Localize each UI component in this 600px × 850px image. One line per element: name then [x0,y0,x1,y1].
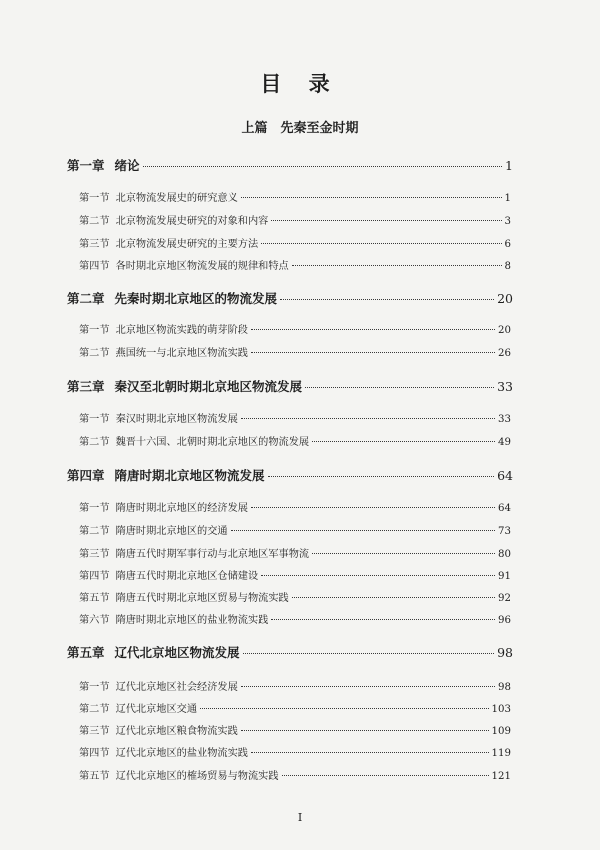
section-entry[interactable] [79,189,511,204]
page-number: 121 [491,771,511,782]
dot-leader [241,730,489,731]
page-number: 1 [505,158,513,173]
section-title: 隋唐时期北京地区的盐业物流实践 [115,615,269,626]
chapter-number: 第五章 [67,645,105,660]
dot-leader [268,476,495,477]
section-title: 隋唐五代时期军事行动与北京地区军事物流 [115,549,310,560]
dot-leader [243,653,495,654]
section-entry[interactable] [79,744,511,759]
dot-leader [231,530,495,531]
part-title: 上篇 先秦至金时期 [241,121,359,136]
page-number: 1 [504,193,511,204]
section-entry[interactable] [79,678,511,693]
chapter-entry[interactable] [67,643,513,661]
chapter-entry[interactable] [67,156,513,174]
section-number: 第三节 [79,549,110,560]
dot-leader [292,265,502,266]
section-entry[interactable] [79,589,511,604]
section-number: 第二节 [79,348,110,359]
page-number: 119 [491,748,511,759]
section-entry[interactable] [79,344,511,359]
section-title: 北京物流发展史的研究意义 [115,193,238,204]
dot-leader [251,752,489,753]
section-number: 第四节 [79,571,110,582]
section-entry[interactable] [79,611,511,626]
section-title: 隋唐时期北京地区的交通 [115,526,228,537]
section-entry[interactable] [79,767,511,782]
chapter-number: 第二章 [67,291,105,306]
page-number: 103 [491,704,511,715]
section-entry[interactable] [79,235,511,250]
dot-leader [271,220,501,221]
dot-leader [143,166,503,167]
page-number: 6 [504,239,511,250]
page-number: 3 [504,216,511,227]
section-title: 辽代北京地区社会经济发展 [115,682,238,693]
chapter-entry[interactable] [67,377,513,395]
dot-leader [271,619,495,620]
chapter-number: 第三章 [67,379,105,394]
page-number: 33 [497,379,513,394]
page-number: 98 [498,682,511,693]
dot-leader [261,575,495,576]
page-number: 20 [497,291,513,306]
page-folio: I [297,811,303,824]
chapter-entry[interactable] [67,289,513,307]
section-entry[interactable] [79,321,511,336]
section-number: 第一节 [79,682,110,693]
page-number: 92 [498,593,511,604]
section-number: 第二节 [79,704,110,715]
section-number: 第一节 [79,414,110,425]
section-title: 隋唐五代时期北京地区仓储建设 [115,571,259,582]
section-title: 辽代北京地区粮食物流实践 [115,726,238,737]
section-number: 第四节 [79,261,110,272]
dot-leader [305,387,494,388]
dot-leader [241,418,495,419]
dot-leader [261,243,501,244]
page-number: 64 [498,503,511,514]
dot-leader [312,553,495,554]
page-number: 8 [504,261,511,272]
section-number: 第五节 [79,593,110,604]
dot-leader [251,352,495,353]
page-number: 98 [497,645,513,660]
section-entry[interactable] [79,567,511,582]
page-number: 80 [498,549,511,560]
section-number: 第二节 [79,526,110,537]
dot-leader [241,197,502,198]
section-entry[interactable] [79,410,511,425]
chapter-entry[interactable] [67,466,513,484]
section-entry[interactable] [79,499,511,514]
page-number: 64 [497,468,513,483]
section-title: 隋唐五代时期北京地区贸易与物流实践 [115,593,289,604]
section-entry[interactable] [79,433,511,448]
chapter-title: 秦汉至北朝时期北京地区物流发展 [114,379,303,394]
section-title: 魏晋十六国、北朝时期北京地区的物流发展 [115,437,310,448]
section-entry[interactable] [79,700,511,715]
section-title: 各时期北京地区物流发展的规律和特点 [115,261,289,272]
page-number: 26 [498,348,511,359]
section-title: 燕国统一与北京地区物流实践 [115,348,248,359]
page-number: 109 [491,726,511,737]
chapter-title: 隋唐时期北京地区物流发展 [114,468,265,483]
page-number: 91 [498,571,511,582]
section-number: 第四节 [79,748,110,759]
chapter-number: 第四章 [67,468,105,483]
dot-leader [200,708,488,709]
section-number: 第二节 [79,437,110,448]
section-title: 北京物流发展史研究的对象和内容 [115,216,269,227]
section-number: 第六节 [79,615,110,626]
dot-leader [280,299,494,300]
section-entry[interactable] [79,212,511,227]
page-number: 33 [498,414,511,425]
section-number: 第二节 [79,216,110,227]
dot-leader [282,775,489,776]
section-entry[interactable] [79,522,511,537]
chapter-number: 第一章 [67,158,105,173]
chapter-title: 辽代北京地区物流发展 [114,645,240,660]
section-title: 隋唐时期北京地区的经济发展 [115,503,248,514]
page-number: 20 [498,325,511,336]
section-entry[interactable] [79,257,511,272]
section-entry[interactable] [79,545,511,560]
section-title: 辽代北京地区的盐业物流实践 [115,748,248,759]
section-number: 第三节 [79,726,110,737]
section-number: 第一节 [79,325,110,336]
dot-leader [241,686,495,687]
section-title: 秦汉时期北京地区物流发展 [115,414,238,425]
dot-leader [251,507,495,508]
page-number: 96 [498,615,511,626]
dot-leader [292,597,495,598]
dot-leader [251,329,495,330]
section-entry[interactable] [79,722,511,737]
section-title: 辽代北京地区交通 [115,704,198,715]
section-number: 第五节 [79,771,110,782]
page-number: 49 [498,437,511,448]
section-title: 辽代北京地区的榷场贸易与物流实践 [115,771,279,782]
section-number: 第三节 [79,239,110,250]
page-title: 目 录 [260,71,340,96]
dot-leader [312,441,495,442]
section-number: 第一节 [79,193,110,204]
chapter-title: 绪论 [114,158,140,173]
chapter-title: 先秦时期北京地区的物流发展 [114,291,278,306]
section-title: 北京物流发展史研究的主要方法 [115,239,259,250]
section-title: 北京地区物流实践的萌芽阶段 [115,325,248,336]
page-number: 73 [498,526,511,537]
section-number: 第一节 [79,503,110,514]
